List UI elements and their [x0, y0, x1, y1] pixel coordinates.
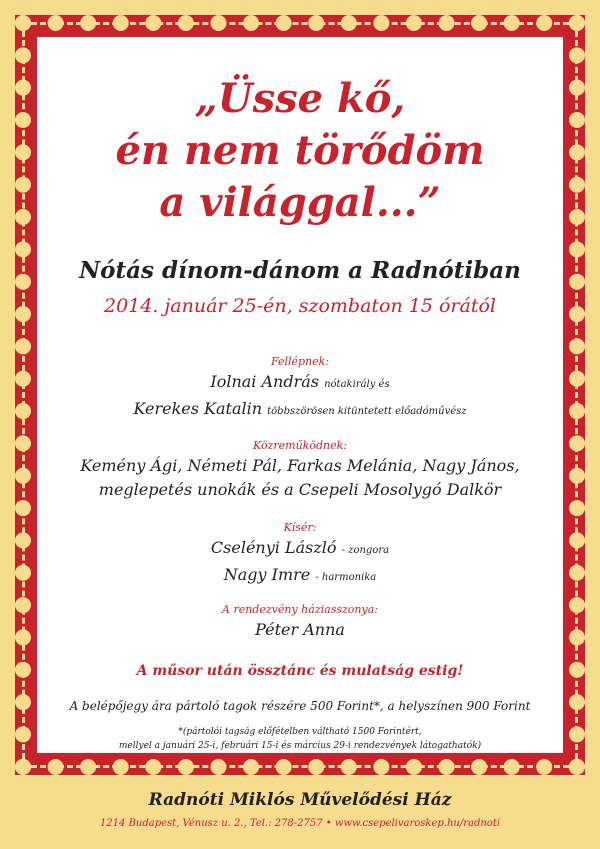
accompanist-1-role: - zongora [341, 545, 390, 556]
contributors-section [47, 439, 553, 502]
performer-1 [47, 370, 553, 397]
performers-label: Fellépnek: [270, 355, 330, 368]
hostess-name: Péter Anna [255, 620, 345, 639]
performer-2 [47, 397, 553, 424]
performer-1-role: nótakirály és [324, 379, 390, 390]
accompanist-1-name: Cselényi László [210, 538, 337, 557]
venue-name: Radnóti Miklós Művelődési Ház [148, 790, 452, 810]
title-line-1: „Üsse kő, [194, 75, 406, 122]
accompanist-1 [47, 536, 553, 563]
title-line-3: a világgal...” [159, 179, 441, 226]
accompanist-2 [47, 563, 553, 590]
performer-1-name: Iolnai András [210, 372, 319, 391]
footnote [37, 725, 563, 753]
hostess-label: A rendezvény háziasszonya: [222, 603, 378, 616]
event-subtitle: Nótás dínom-dánom a Radnótiban [79, 257, 521, 284]
title-line-2: én nem törődöm [115, 127, 485, 174]
accompanist-2-role: - harmonika [315, 572, 377, 583]
footnote-line-1: *(pártolói tagság előfételben váltható 1500 Forintért, [178, 727, 422, 737]
accompanist-2-name: Nagy Imre [223, 565, 311, 584]
event-date: 2014. január 25-én, szombaton 15 órától [103, 295, 496, 317]
after-show-note: A műsor után össztánc és mulatság estig! [136, 663, 464, 679]
performers-section [47, 355, 553, 424]
hostess-section [47, 603, 553, 642]
accompanists-section [47, 521, 553, 590]
performer-2-role: többszörösen kitüntetett előadóművész [267, 406, 467, 417]
contributors-line-2: meglepetés unokák és a Csepeli Mosolygó Dalkör [98, 480, 502, 499]
entry-fee: A belépőjegy ára pártoló tagok részére 500 Forint*, a helyszínen 900 Forint [69, 699, 531, 713]
contributors-line-1: Kemény Ági, Németi Pál, Farkas Melánia, Nagy János, [80, 456, 520, 475]
performer-2-name: Kerekes Katalin [133, 399, 263, 418]
poster-sheet [37, 37, 563, 753]
footnote-line-2: mellyel a januári 25-i, februári 15-i és március 29-i rendezvények látogathatók) [118, 741, 482, 751]
accompanists-label: Kísér: [283, 521, 317, 534]
venue-address: 1214 Budapest, Vénusz u. 2., Tel.: 278-2757 • www.csepelivaroskep.hu/radnoti [99, 818, 501, 829]
poster-title [37, 73, 563, 229]
contributors-label: Közreműködnek: [253, 439, 347, 452]
ornamental-border [15, 15, 585, 775]
